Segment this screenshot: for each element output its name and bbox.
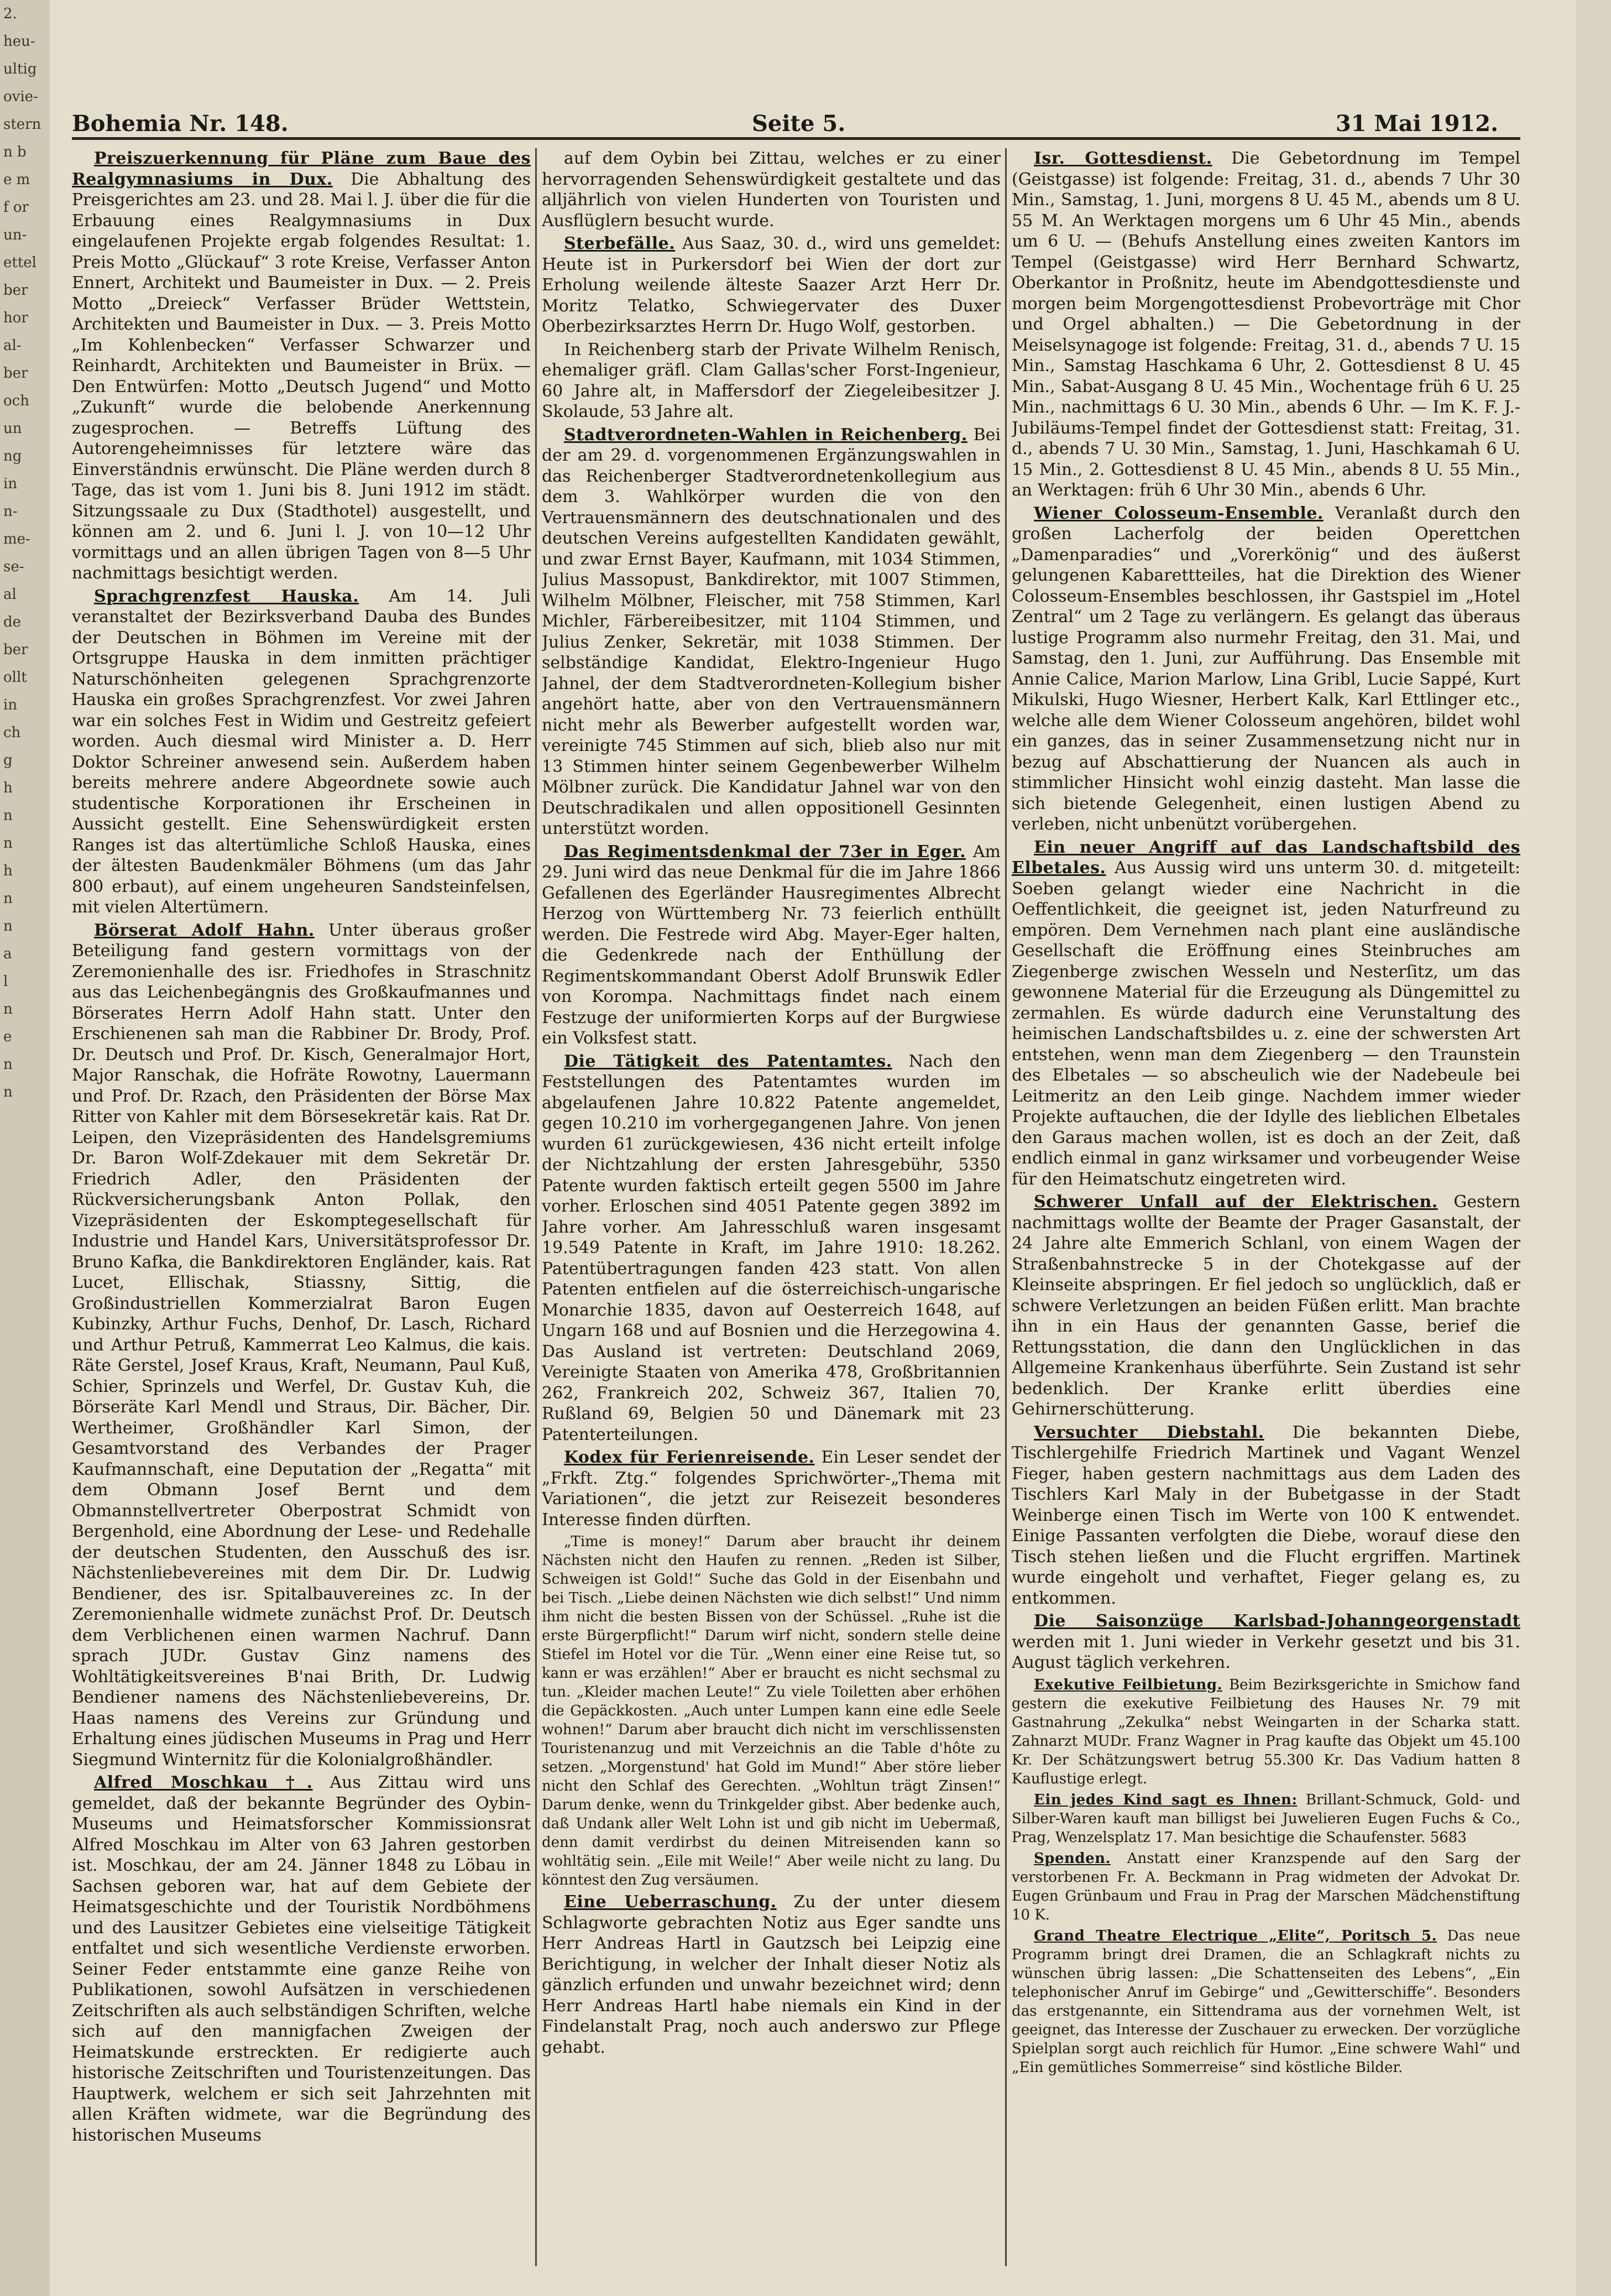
article-heading: Die Tätigkeit des Patentamtes.	[564, 1051, 892, 1071]
adjacent-text-fragment: al	[3, 586, 17, 603]
article-body: Aus Saaz, 30. d., wird uns gemeldet: Heute ist in Purkersdorf bei Wien der dort zur Erholung weilende älteste Saazer Arzt Herr Dr. Moritz Telatko, Schwiegervater des Duxer Oberbezirksarztes Herrn Dr. Hugo Wolf, gestorben.	[542, 234, 1001, 336]
article-paragraph	[1012, 1422, 1520, 1609]
adjacent-text-fragment: ng	[3, 448, 22, 465]
adjacent-text-fragment: stern	[3, 116, 41, 133]
adjacent-text-fragment: n	[3, 918, 13, 935]
article-paragraph	[1012, 1849, 1520, 1924]
adjacent-text-fragment: in	[3, 476, 18, 492]
article-body: Gestern nachmittags wollte der Beamte der Prager Gasanstalt, der 24 Jahre alte Emmerich Schlanl, von einem Wagen der Straßenbahnstrecke 5 in der Chotekgasse auf der Kleinseite abspringen. Er fiel jedoch so unglücklich, daß er schwere Verletzungen an beiden Füßen erlitt. Man brachte ihn in ein Haus der genannten Gasse, berief die Rettungsstation, die dann den Unglücklichen in das Allgemeine Krankenhaus überführte. Sein Zustand ist sehr bedenklich. Der Kranke erlitt überdies eine Gehirnerschütterung.	[1012, 1192, 1520, 1419]
article-body: Aus Zittau wird uns gemeldet, daß der bekannte Begründer des Oybin-Museums und Heimatsforscher Kommissionsrat Alfred Moschkau im Alter von 63 Jahren gestorben ist. Moschkau, der am 24. Jänner 1848 zu Löbau in Sachsen geboren war, hat auf dem Gebiete der Heimatsgeschichte und der Touristik Nordböhmens und des Lausitzer Gebietes eine vielseitige Tätigkeit entfaltet und sich wesentliche Verdienste erworben. Seiner Feder entstammte eine ganze Reihe von Publikationen, sowohl Aufsätzen in verschiedenen Zeitschriften als auch selbständigen Schriften, welche sich auf den mannigfachen Zweigen der Heimatskunde erstreckten. Er redigierte auch historische Zeitschriften und Touristenzeitungen. Das Hauptwerk, welchem er sich seit Jahrzehnten mit allen Kräften widmete, war die Begründung des historischen Museums	[72, 1773, 531, 2145]
adjacent-text-fragment: ovie-	[3, 88, 38, 105]
article-paragraph	[542, 842, 1001, 1049]
article-paragraph	[542, 233, 1001, 337]
adjacent-text-fragment: in	[3, 697, 18, 713]
article-body: Aus Aussig wird uns unterm 30. d. mitgeteilt: Soeben gelangt wieder eine Nachricht in die Oeffentlichkeit, die geeignet ist, jeden Naturfreund zu empören. Dem Vernehmen nach plant eine ausländische Gesellschaft die Eröffnung eines Steinbruches am Ziegenberge zwischen Wesseln und Nesterſitz, um das gewonnene Material für die Erzeugung als Düngemittel zu zermahlen. Es würde dadurch eine Verunstaltung des heimischen Landschaftsbildes u. z. eine der schwersten Art entstehen, wenn man dem Ziegenberg — den Traunstein des Elbetales — so abscheulich wie der Nadebeule bei Leitmeritz an den Leib ginge. Nachdem immer wieder Projekte auftauchen, die der Idylle des lieblichen Elbetales den Garaus machen wollen, ist es doch an der Zeit, daß endlich einmal in ganz wirksamer und vorbeugender Weise für den Heimatschutz eingetreten wird.	[1012, 858, 1520, 1189]
adjacent-text-fragment: n	[3, 1056, 13, 1073]
adjacent-text-fragment: al-	[3, 337, 22, 354]
article-body: Bei der am 29. d. vorgenommenen Ergänzungswahlen in das Reichenberger Stadtverordnetenkollegium aus dem 3. Wahlkörper wurden die von den Vertrauensmännern des deutschnationalen und des deutschen Vereins aufgestellten Kandidaten gewählt, und zwar Ernst Bayer, Kaufmann, mit 1034 Stimmen, Julius Massopust, Bankdirektor, mit 1007 Stimmen, Wilhelm Mölbner, Fleischer, mit 758 Stimmen, Karl Michler, Färbereibesitzer, mit 1104 Stimmen, und Julius Zenker, Sekretär, mit 1038 Stimmen. Der selbständige Kandidat, Elektro-Ingenieur Hugo Jahnel, der dem Stadtverordneten-Kollegium bisher angehört hatte, aber von den Vertrauensmännern nicht mehr als Bewerber aufgestellt worden war, vereinigte 745 Stimmen auf sich, blieb also nur mit 13 Stimmen hinter seinem Gegenbewerber Wilhelm Mölbner zurück. Die Kandidatur Jahnel war von den Deutschradikalen und allen oppositionell Gesinnten unterstützt worden.	[542, 425, 1001, 838]
article-paragraph	[1012, 148, 1520, 501]
adjacent-text-fragment: se-	[3, 559, 24, 575]
header-rule	[72, 137, 1520, 140]
article-paragraph	[72, 586, 531, 918]
article-body: Am 14. Juli veranstaltet der Bezirksverband Dauba des Bundes der Deutschen in Böhmen im Vereine mit der Ortsgruppe Hauska in dem inmitten prächtiger Naturschönheiten gelegenen Sprachgrenzorte Hauska ein großes Sprachgrenzfest. Vor zwei Jahren war ein solches Fest in Widim und Gestreitz gefeiert worden. Auch diesmal wird Minister a. D. Herr Doktor Schreiner anwesend sein. Außerdem haben bereits mehrere andere Abgeordnete sowie auch studentische Korporationen ihr Erscheinen in Aussicht gestellt. Eine Sehenswürdigkeit ersten Ranges ist das altertümliche Schloß Hauska, eines der ältesten Baudenkmäler Böhmens (um das Jahr 800 erbaut), auf einem ungeheuren Sandsteinfelsen, mit vielen Altertümern.	[72, 586, 531, 917]
article-heading: Sprachgrenzfest Hauska.	[94, 586, 359, 606]
adjacent-page-strip	[0, 0, 51, 2296]
article-heading: Kodex für Ferienreisende.	[564, 1448, 815, 1467]
column-1	[72, 148, 531, 2272]
adjacent-text-fragment: ollt	[3, 669, 27, 686]
article-heading: Eine Ueberraschung.	[564, 1892, 777, 1912]
page-number: Seite 5.	[752, 111, 846, 137]
article-paragraph	[1012, 1611, 1520, 1673]
adjacent-text-fragment: n-	[3, 503, 18, 520]
article-body: Unter überaus großer Beteiligung fand gestern vormittags von der Zeremonienhalle des isr. Friedhofes in Straschnitz aus das Leichenbegängnis des Großkaufmannes und Börserates Herrn Adolf Hahn statt. Unter den Erschienenen sah man die Rabbiner Dr. Brody, Prof. Dr. Deutsch und Prof. Dr. Kisch, Generalmajor Hort, Major Ranschak, die Hofräte Rowotny, Lauermann und Prof. Dr. Rzach, den Präsidenten der Börse Max Ritter von Kahler mit dem Börsesekretär kais. Rat Dr. Leipen, den Vizepräsidenten des Handelsgremiums Dr. Baron Wolf-Zdekauer mit dem Sekretär Dr. Friedrich Adler, den Präsidenten der Rückversicherungsbank Anton Pollak, den Vizepräsidenten der Eskomptegesellschaft für Industrie und Handel Kars, Universitätsprofessor Dr. Bruno Kafka, die Bankdirektoren Engländer, kais. Rat Lucet, Ellischak, Stiassny, Sittig, die Großindustriellen Kommerzialrat Baron Eugen Kubinzky, Arthur Fuchs, Denhof, Dr. Lasch, Richard und Arthur Petruß, Kammerrat Leo Kalmus, die kais. Räte Gerstel, Josef Kraus, Kraft, Neumann, Paul Kuß, Schier, Sprinzels und Werfel, Dr. Gustav Kuh, die Börseräte Karl Mendl und Straus, Dir. Bächer, Dir. Wertheimer, Großhändler Karl Simon, der Gesamtvorstand des Verbandes der Prager Kaufmannschaft, eine Deputation der „Regatta“ mit dem Obmann Josef Bernt und dem Obmannstellvertreter Oberpostrat Schmidt von Bergenhold, eine Abordnung der Lese- und Redehalle der deutschen Studenten, den Ausschuß des isr. Nächstenliebevereines mit dem Dir. Dr. Ludwig Bendiener, des isr. Spitalbauvereines zc. In der Zeremonienhalle widmete zunächst Prof. Dr. Deutsch dem Verblichenen einen warmen Nachruf. Dann sprach JUDr. Gustav Ginz namens des Wohltätigkeitsvereines B'nai Brith, Dr. Ludwig Bendiener namens des Nächstenliebevereins, Dr. Haas namens des Vereins zur Gründung und Erhaltung eines jüdischen Museums in Prag und Herr Siegmund Winternitz für die Kolonialgroßhändler.	[72, 920, 531, 1770]
adjacent-text-fragment: n	[3, 890, 13, 907]
adjacent-text-fragment: n b	[3, 144, 27, 160]
article-body: Das neue Programm bringt drei Dramen, die an Schlagkraft nichts zu wünschen übrig lassen: „Die Schattenseiten des Lebens“, „Ein telephonischer Anruf im Gebirge“ und „Gewitterschiffe“. Besonders das erstgenannte, ein Sittendrama aus der vornehmen Welt, ist geeignet, das Interesse der Zuschauer zu erwecken. Der vorzügliche Spielplan sorgt auch reichlich für Humor. „Eine schwere Wahl“ und „Ein gemütliches Sommerreise“ sind köstliche Bilder.	[1012, 1927, 1520, 2076]
article-heading: Grand Theatre Electrique „Elite“, Poritsch 5.	[1034, 1927, 1437, 1944]
article-body: Die Abhaltung des Preisgerichtes am 23. und 28. Mai l. J. über die für die Erbauung eines Realgymnasiums in Dux eingelaufenen Projekte ergab folgendes Resultat: 1. Preis Motto „Glückauf“ 3 rote Kreise, Verfasser Anton Ennert, Architekt und Baumeister in Dux. — 2. Preis Motto „Dreieck“ Verfasser Brüder Wettstein, Architekten und Baumeister in Dux. — 3. Preis Motto „Im Kohlenbecken“ Verfasser Schwarzer und Reinhardt, Architekten und Baumeister in Brüx. — Den Entwürfen: Motto „Deutsch Jugend“ und Motto „Zukunft“ wurde die belobende Anerkennung zugesprochen. — Betreffs Lüftung des Autorengeheimnisses für letztere wäre das Einverständnis erwünscht. Die Pläne werden durch 8 Tage, das ist vom 1. Juni bis 8. Juni 1912 im städt. Sitzungssaale zu Dux (Stadthotel) ausgestellt, und können am 2. und 6. Juni l. J. von 10—12 Uhr vormittags und an allen übrigen Tagen von 8—5 Uhr nachmittags besichtigt werden.	[72, 169, 531, 583]
adjacent-text-fragment: un	[3, 420, 22, 437]
article-body: Zu der unter diesem Schlagworte gebrachten Notiz aus Eger sandte uns Herr Andreas Hartl in Gautzsch bei Leipzig eine Berichtigung, in welcher der Inhalt dieser Notiz als gänzlich erfunden und unwahr bezeichnet wird; denn Herr Andreas Hartl habe niemals ein Kind in der Findelanstalt Prag, noch auch anderswo zur Pflege gehabt.	[542, 1892, 1001, 2057]
article-body: „Time is money!“ Darum aber braucht ihr deinem Nächsten nicht den Haufen zu rennen. „Reden ist Silber, Schweigen ist Gold!“ Suche das Gold in der Eisenbahn und bei Tisch. „Liebe deinen Nächsten wie dich selbst!“ Und nimm ihm nicht die besten Bissen von der Schüssel. „Ruhe ist die erste Bürgerpflicht!“ Darum wirf nicht, sondern stelle deine Stiefel im Hotel vor die Tür. „Wenn einer eine Reise tut, so kann er was erzählen!“ Aber er braucht es nicht sechsmal zu tun. „Kleider machen Leute!“ Zu viele Toiletten aber erhöhen die Gepäckkosten. „Auch unter Lumpen kann eine edle Seele wohnen!“ Darum aber braucht dich nicht im verschlissensten Touristenanzug und mit Verzeichnis an die Table d'hôte zu setzen. „Morgenstund' hat Gold im Mund!“ Aber störe lieber nicht den Schlaf des Gerechten. „Wohltun trägt Zinsen!“ Darum denke, wenn du Trinkgelder gibst. Aber bedenke auch, daß Undank aller Welt Lohn ist und gib nicht im Uebermaß, denn damit verdirbst du deinen Mitreisenden kann so wohltätig sein. „Eile mit Weile!“ Aber weile nicht zu lang. Du könntest den Zug versäumen.	[542, 1533, 1001, 1888]
article-paragraph	[72, 1772, 531, 2146]
adjacent-text-fragment: e m	[3, 171, 30, 188]
adjacent-text-fragment: och	[3, 393, 29, 409]
article-paragraph	[542, 1892, 1001, 2058]
article-paragraph	[542, 340, 1001, 422]
issue-date: 31 Mai 1912.	[1335, 111, 1498, 137]
column-3	[1012, 148, 1520, 2272]
article-body: Anstatt einer Kranzspende auf den Sarg der verstorbenen Fr. A. Beckmann in Prag widmeten der Advokat Dr. Eugen Grünbaum und Frau in Prag der Marschen Mädchenstiftung 10 K.	[1012, 1850, 1520, 1923]
article-heading: Die Saisonzüge Karlsbad-Johanngeorgenstadt	[1034, 1611, 1520, 1631]
article-heading: Preiszuerkennung für Pläne zum Baue des Realgymnasiums in Dux.	[72, 149, 531, 189]
adjacent-text-fragment: g	[3, 752, 13, 769]
article-paragraph	[1012, 1791, 1520, 1847]
article-paragraph	[542, 148, 1001, 231]
article-heading: Wiener Colosseum-Ensemble.	[1034, 503, 1324, 523]
article-heading: Isr. Gottesdienst.	[1034, 149, 1212, 168]
article-heading: Ein jedes Kind sagt es Ihnen:	[1034, 1791, 1298, 1808]
article-paragraph	[72, 148, 531, 584]
adjacent-text-fragment: a	[3, 946, 12, 962]
article-paragraph	[1012, 1192, 1520, 1420]
column-2	[542, 148, 1001, 2272]
article-body: Nach den Feststellungen des Patentamtes wurden im abgelaufenen Jahre 10.822 Patente angemeldet, gegen 10.210 im vorhergegangenen Jahre. Von jenen wurden 61 zurückgewiesen, 436 nicht erteilt infolge der Nichtzahlung der ersten Jahresgebühr, 5350 Patente wurden faktisch erteilt gegen 5500 im Jahre vorher. Erloschen sind 4051 Patente gegen 3892 im Jahre vorher. Am Jahresschluß waren insgesamt 19.549 Patente in Kraft, im Jahre 1910: 18.262. Patentübertragungen fanden 423 statt. Von allen Patenten entfielen auf die österreichisch-ungarische Monarchie 1835, davon auf Oesterreich 1648, auf Ungarn 168 und auf Bosnien und die Herzegowina 4. Das Ausland ist vertreten: Deutschland 2069, Vereinigte Staaten von Amerika 478, Großbritannien 262, Frankreich 202, Schweiz 367, Italien 70, Rußland 69, Belgien 50 und Dänemark mit 23 Patenterteilungen.	[542, 1051, 1001, 1444]
column-divider	[535, 148, 537, 2266]
article-body: Am 29. Juni wird das neue Denkmal für die im Jahre 1866 Gefallenen des Egerländer Hausregimentes Albrecht Herzog von Württemberg Nr. 73 feierlich enthüllt werden. Die Festrede wird Abg. Mayer-Eger halten, die Gedenkrede nach der Enthüllung der Regimentskommandant Oberst Adolf Brunswik Edler von Korompa. Nachmittags findet nach einem Festzuge der uniformierten Korps auf der Burgwiese ein Volksfest statt.	[542, 842, 1001, 1048]
article-paragraph	[1012, 503, 1520, 835]
article-heading: Versuchter Diebstahl.	[1034, 1422, 1264, 1442]
article-heading: Schwerer Unfall auf der Elektrischen.	[1034, 1192, 1438, 1212]
article-body: Brillant-Schmuck, Gold- und Silber-Waren kauft man billigst bei Juwelieren Eugen Fuchs & Co., Prag, Wenzelsplatz 17. Man besichtige die Schaufenster. 5683	[1012, 1791, 1520, 1846]
adjacent-text-fragment: 2.	[3, 6, 17, 22]
paper-issue: Bohemia Nr. 148.	[72, 111, 289, 137]
article-heading: Das Regimentsdenkmal der 73er in Eger.	[564, 842, 966, 862]
adjacent-text-fragment: h	[3, 780, 13, 796]
article-body: In Reichenberg starb der Private Wilhelm Renisch, ehemaliger gräfl. Clam Gallas'scher Forst-Ingenieur, 60 Jahre alt, in Maffersdorf der Ziegeleibesitzer J. Skolaude, 53 Jahre alt.	[542, 340, 1001, 421]
article-heading: Spenden.	[1034, 1850, 1111, 1867]
article-heading: Alfred Moschkau †.	[94, 1773, 313, 1792]
adjacent-text-fragment: f or	[3, 199, 29, 216]
adjacent-text-fragment: ber	[3, 365, 28, 382]
adjacent-text-fragment: ettel	[3, 254, 36, 271]
adjacent-text-fragment: n	[3, 835, 13, 852]
adjacent-text-fragment: e	[3, 1029, 12, 1045]
adjacent-text-fragment: ber	[3, 641, 28, 658]
adjacent-text-fragment: me-	[3, 531, 30, 547]
adjacent-text-fragment: un-	[3, 227, 27, 243]
adjacent-text-fragment: de	[3, 614, 22, 630]
article-body: Die bekannten Diebe, Tischlergehilfe Friedrich Martinek und Vagant Wenzel Fieger, haben gestern nachmittags aus dem Laden des Tischlers Karl Maly in der Bubeṫgasse in der Stadt Weinberge einen Tisch im Werte von 100 K entwendet. Einige Passanten verfolgten die Diebe, worauf diese den Tisch stehen ließen und die Flucht ergriffen. Martinek wurde eingeholt und verhaftet, Fieger gelang es, zu entkommen.	[1012, 1422, 1520, 1608]
article-paragraph	[1012, 1927, 1520, 2077]
adjacent-text-fragment: n	[3, 807, 13, 824]
article-paragraph	[542, 1447, 1001, 1530]
article-paragraph	[542, 1532, 1001, 1890]
adjacent-text-fragment: n	[3, 1084, 13, 1100]
article-body: Die Gebetordnung im Tempel (Geistgasse) ist folgende: Freitag, 31. d., abends 7 Uhr 30 Min., Samstag, 1. Juni, morgens 8 U. 45 M., abends um 8 U. 55 M. An Werktagen morgens um 6 Uhr 45 Min., abends um 6 U. — (Behufs Anstellung eines zweiten Kantors im Tempel (Geistgasse) wird Herr Bernhard Schwartz, Oberkantor in Proßnitz, heute im Abendgottesdienste und morgen beim Morgengottesdienst Probevorträge mit Chor und Orgel abhalten.) — Die Gebetordnung in der Meiselsynagoge ist folgende: Freitag, 31. d., abends 7 U. 15 Min., Samstag Haschkama 6 Uhr, 2. Gottesdienst 8 U. 45 Min., Sabat-Ausgang 8 U. 45 Min., Wochentage früh 6 U. 25 Min., nachmittags 6 U. 30 Min., abends 6 Uhr. — Im K. F. J.-Jubiläums-Tempel findet der Gottesdienst statt: Freitag, 31. d., abends 7 U. 30 Min., Samstag, 1. Juni, Haschkamah 6 U. 15 Min., 2. Gottesdienst 8 U. 45 Min., abends 8 U. 55 Min., an Werktagen: früh 6 Uhr 30 Min., abends 6 Uhr.	[1012, 149, 1520, 500]
article-paragraph	[542, 1051, 1001, 1446]
article-heading: Ein neuer Angriff auf das Landschaftsbild des Elbetales.	[1012, 837, 1520, 878]
adjacent-text-fragment: ultig	[3, 61, 37, 77]
article-heading: Exekutive Feilbietung.	[1034, 1676, 1223, 1693]
article-heading: Stadtverordneten-Wahlen in Reichenberg.	[564, 425, 967, 445]
adjacent-text-fragment: ch	[3, 724, 21, 741]
article-paragraph	[542, 425, 1001, 839]
column-divider	[1005, 148, 1007, 2266]
article-body: Ein Leser sendet der „Frkft. Ztg.“ folgendes Sprichwörter-„Thema mit Variationen“, die jetzt zur Reisezeit besonderes Interesse finden dürften.	[542, 1448, 1001, 1530]
article-heading: Börserat Adolf Hahn.	[94, 920, 315, 940]
article-body: werden mit 1. Juni wieder in Verkehr gesetzt und bis 31. August täglich verkehren.	[1012, 1632, 1520, 1672]
article-paragraph	[1012, 1676, 1520, 1788]
article-body: Veranlaßt durch den großen Lacherfolg der beiden Operettchen „Damenparadies“ und „Vorerkönig“ und des äußerst gelungenen Kabarettteiles, hat die Direktion des Wiener Colosseum-Ensembles beschlossen, ihr Gastspiel im „Hotel Zentral“ um 2 Tage zu verlängern. Es gelangt das überaus lustige Programm also nurmehr Freitag, den 31. Mai, und Samstag, den 1. Juni, zur Aufführung. Das Ensemble mit Annie Calice, Marion Marlow, Lina Gribl, Lucie Sappé, Kurt Mikulski, Hugo Wiesner, Herbert Kalk, Karl Ettlinger etc., welche alle dem Wiener Colosseum angehören, bildet wohl ein ganzes, das in seiner Zusammensetzung nicht nur in bezug auf Abschattierung der Nuancen als auch in stimmlicher Hinsicht wohl einzig dasteht. Man lasse die sich bietende Gelegenheit, einen lustigen Abend zu verleben, nicht unbenützt vorübergehen.	[1012, 503, 1520, 834]
article-paragraph	[72, 920, 531, 1771]
page-header	[50, 105, 1520, 138]
adjacent-text-fragment: h	[3, 863, 13, 879]
adjacent-text-fragment: hor	[3, 310, 28, 326]
article-heading: Sterbefälle.	[564, 234, 676, 253]
adjacent-text-fragment: l	[3, 973, 8, 990]
article-paragraph	[1012, 837, 1520, 1190]
adjacent-text-fragment: n	[3, 1001, 13, 1017]
adjacent-text-fragment: heu-	[3, 33, 35, 50]
adjacent-text-fragment: ber	[3, 282, 28, 299]
article-body: Beim Bezirksgerichte in Smichow fand gestern die exekutive Feilbietung des Hauses Nr. 79 mit Gastnahrung „Zekulka“ nebst Weingarten in der Scharka statt. Zahnarzt MUDr. Franz Wagner in Prag kaufte das Objekt um 45.100 Kr. Der Schätzungswert betrug 55.300 Kr. Das Vadium hatten 8 Kauflustige erlegt.	[1012, 1676, 1520, 1787]
article-body: auf dem Oybin bei Zittau, welches er zu einer hervorragenden Sehenswürdigkeit gestaltete und das alljährlich von vielen Hunderten von Touristen und Ausflüglern besucht wurde.	[542, 149, 1001, 231]
